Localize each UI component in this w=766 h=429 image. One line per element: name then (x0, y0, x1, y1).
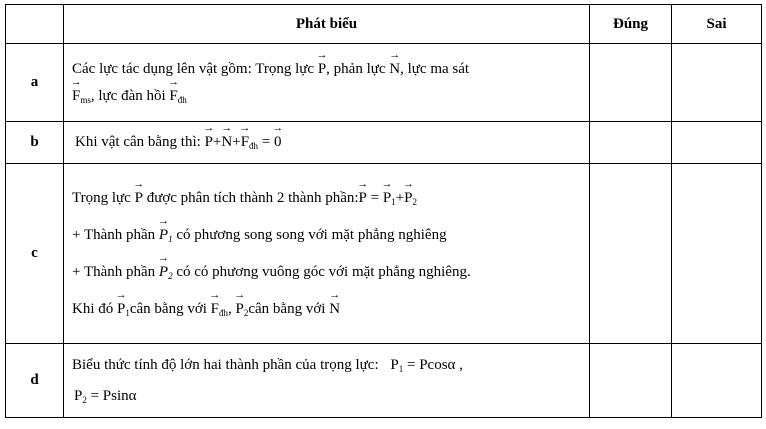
row-label: a (6, 44, 64, 122)
row-label: d (6, 344, 64, 418)
header-statement: Phát biểu (64, 5, 590, 44)
true-cell[interactable] (590, 344, 672, 418)
table-row (6, 122, 762, 164)
false-cell[interactable] (672, 344, 762, 418)
quiz-table (5, 4, 762, 418)
vector-F-ms: → F (72, 88, 80, 105)
statement-cell: Khi vật cân bằng thì: → $P+\to N+\to F_{đh}$ = → 0 (64, 122, 590, 164)
statement-cell: Các lực tác dụng lên vật gồm: Trọng lực → P, phản lực → N, lực ma sát → $F_{ms}$, lực đàn hồi → $F_{đh}$ (64, 44, 590, 122)
vector-N: → N (389, 61, 400, 78)
true-cell[interactable] (590, 122, 672, 164)
true-cell[interactable] (590, 44, 672, 122)
vector-P: → P (318, 61, 326, 78)
statement-cell: Trọng lực → P được phân tích thành 2 thành phần:→ P = → $P_1+\to P_2$ + Thành phần → $P_1$ có phương song song với mặt phẳng nghiêng + Thành phần → $P_2$ có có phương vuông góc với mặt phẳng nghiêng. Khi đó → $P_1cân$ bằng với → $F_{đh}$, → $P_2cân$ bằng với → N (64, 164, 590, 344)
row-label: b (6, 122, 64, 164)
vector-F-dh: → F (169, 88, 177, 105)
false-cell[interactable] (672, 122, 762, 164)
false-cell[interactable] (672, 44, 762, 122)
row-label: c (6, 164, 64, 344)
true-cell[interactable] (590, 164, 672, 344)
false-cell[interactable] (672, 164, 762, 344)
table-row (6, 44, 762, 122)
statement-cell: Biểu thức tính độ lớn hai thành phần của trọng lực: $P_1 = Pcos\alpha$ , $P_2 = Psin\alpha$ (64, 344, 590, 418)
table-row (6, 164, 762, 344)
header-empty (6, 5, 64, 44)
header-true: Đúng (590, 5, 672, 44)
header-row (6, 5, 762, 44)
header-false: Sai (672, 5, 762, 44)
table-row (6, 344, 762, 418)
